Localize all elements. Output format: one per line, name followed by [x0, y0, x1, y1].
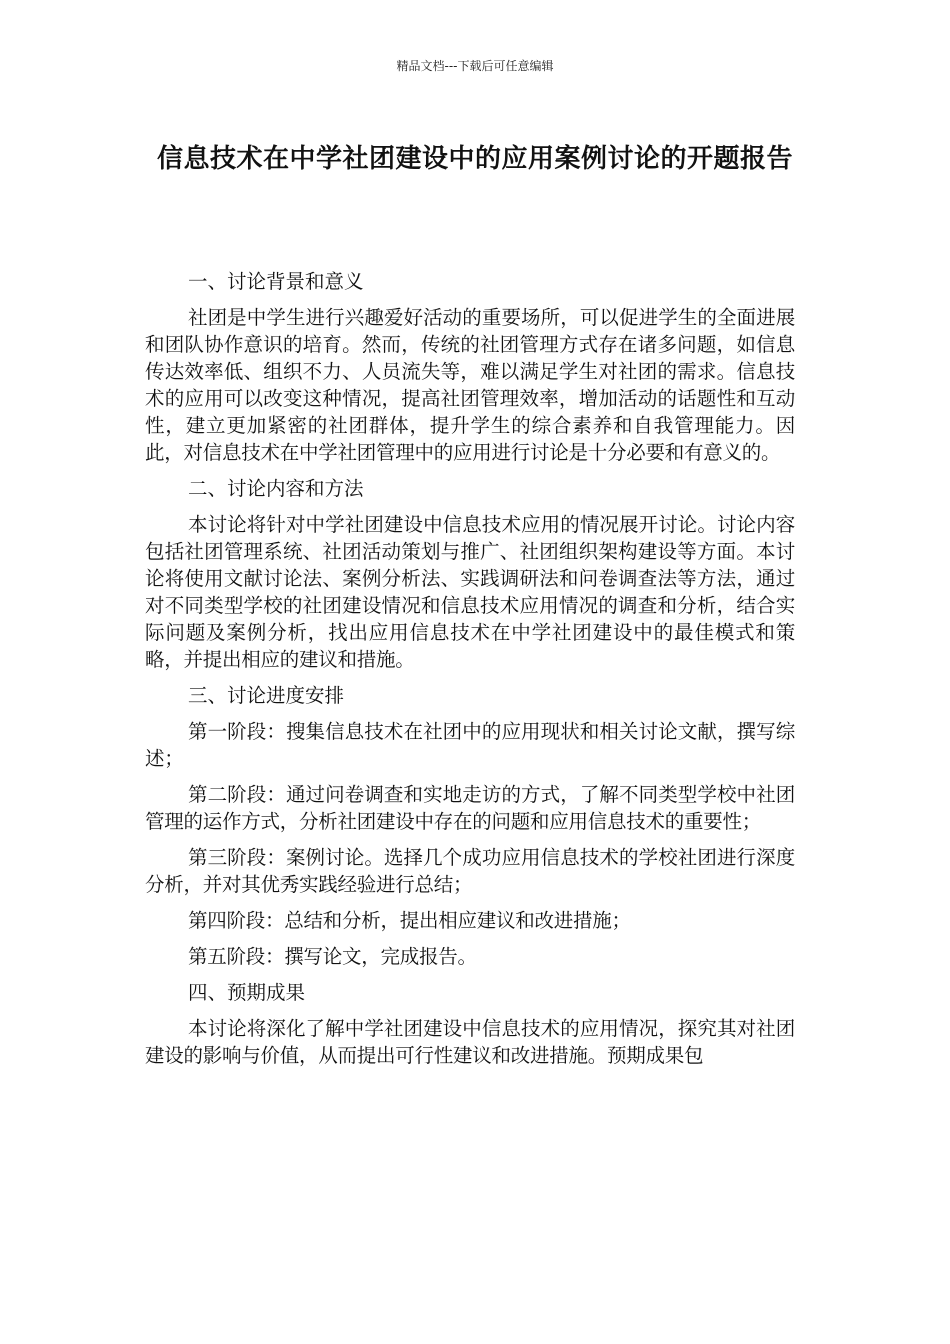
schedule-stage-2: 第二阶段：通过问卷调查和实地走访的方式，了解不同类型学校中社团管理的运作方式，分析社团建设中存在的问题和应用信息技术的重要性；: [145, 783, 795, 833]
paragraph-background: 社团是中学生进行兴趣爱好活动的重要场所，可以促进学生的全面进展和团队协作意识的培育。然而，传统的社团管理方式存在诸多问题，如信息传达效率低、组织不力、人员流失等，难以满足学生对社团的需求。信息技术的应用可以改变这种情况，提高社团管理效率，增加活动的话题性和互动性，建立更加紧密的社团群体，提升学生的综合素养和自我管理能力。因此，对信息技术在中学社团管理中的应用进行讨论是十分必要和有意义的。: [145, 306, 795, 464]
header-note: 精品文档---下载后可任意编辑: [396, 59, 554, 73]
section-heading-content-methods: 二、讨论内容和方法: [188, 477, 364, 500]
section-heading-schedule: 三、讨论进度安排: [188, 684, 345, 707]
paragraph-content-methods: 本讨论将针对中学社团建设中信息技术应用的情况展开讨论。讨论内容包括社团管理系统、社团活动策划与推广、社团组织架构建设等方面。本讨论将使用文献讨论法、案例分析法、实践调研法和问卷调查法等方法，通过对不同类型学校的社团建设情况和信息技术应用情况的调查和分析，结合实际问题及案例分析，找出应用信息技术在中学社团建设中的最佳模式和策略，并提出相应的建议和措施。: [145, 513, 795, 671]
document-title: 信息技术在中学社团建设中的应用案例讨论的开题报告: [156, 144, 793, 174]
schedule-stage-4: 第四阶段：总结和分析，提出相应建议和改进措施；: [188, 909, 631, 932]
section-heading-background: 一、讨论背景和意义: [188, 270, 364, 293]
schedule-stage-5: 第五阶段：撰写论文，完成报告。: [188, 945, 477, 968]
section-heading-expected-results: 四、预期成果: [188, 981, 306, 1004]
schedule-stage-1: 第一阶段：搜集信息技术在社团中的应用现状和相关讨论文献，撰写综述；: [145, 720, 795, 770]
paragraph-expected-results: 本讨论将深化了解中学社团建设中信息技术的应用情况，探究其对社团建设的影响与价值，从而提出可行性建议和改进措施。预期成果包: [145, 1017, 795, 1067]
document-body: [145, 268, 795, 1078]
schedule-stage-3: 第三阶段：案例讨论。选择几个成功应用信息技术的学校社团进行深度分析，并对其优秀实践经验进行总结；: [145, 846, 795, 896]
